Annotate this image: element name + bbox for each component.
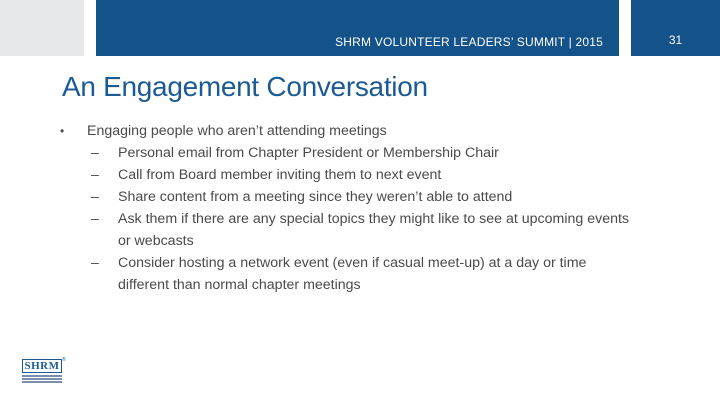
bullet-mark: • bbox=[60, 124, 65, 138]
slide-title: An Engagement Conversation bbox=[62, 71, 428, 102]
sub-bullet-dash: – bbox=[91, 167, 99, 183]
bullet-text: Engaging people who aren’t attending meetings bbox=[87, 123, 387, 139]
shrm-logo bbox=[22, 359, 66, 385]
slide-number-block bbox=[631, 0, 720, 56]
logo-wordmark: SHRM bbox=[22, 359, 62, 373]
logo-registered-mark: ® bbox=[62, 357, 66, 363]
sub-bullet-dash: – bbox=[91, 189, 99, 205]
sub-bullet-text: Consider hosting a network event (even if casual meet-up) at a day or time different than normal chapter meetings bbox=[118, 255, 587, 293]
bullet-item bbox=[60, 120, 660, 142]
sub-bullet-item bbox=[60, 186, 660, 208]
sub-bullet-dash: – bbox=[91, 255, 99, 271]
sub-bullet-text: Personal email from Chapter President or Membership Chair bbox=[118, 145, 499, 161]
sub-bullet-item bbox=[60, 208, 660, 252]
sub-bullet-text: Share content from a meeting since they weren’t able to attend bbox=[118, 189, 513, 205]
header-left-block bbox=[0, 0, 84, 56]
sub-bullet-list bbox=[60, 142, 660, 296]
sub-bullet-item bbox=[60, 252, 660, 296]
logo-tagline-lines bbox=[22, 375, 62, 384]
sub-bullet-item bbox=[60, 142, 660, 164]
sub-bullet-text: Call from Board member inviting them to next event bbox=[118, 167, 442, 183]
sub-bullet-dash: – bbox=[91, 211, 99, 227]
sub-bullet-item bbox=[60, 164, 660, 186]
slide-number: 31 bbox=[668, 33, 683, 47]
header-band bbox=[96, 0, 619, 56]
header-title: SHRM VOLUNTEER LEADERS’ SUMMIT | 2015 bbox=[335, 35, 603, 49]
sub-bullet-dash: – bbox=[91, 145, 99, 161]
sub-bullet-text: Ask them if there are any special topics they might like to see at upcoming events or webcasts bbox=[118, 211, 630, 249]
slide-content bbox=[60, 120, 660, 296]
